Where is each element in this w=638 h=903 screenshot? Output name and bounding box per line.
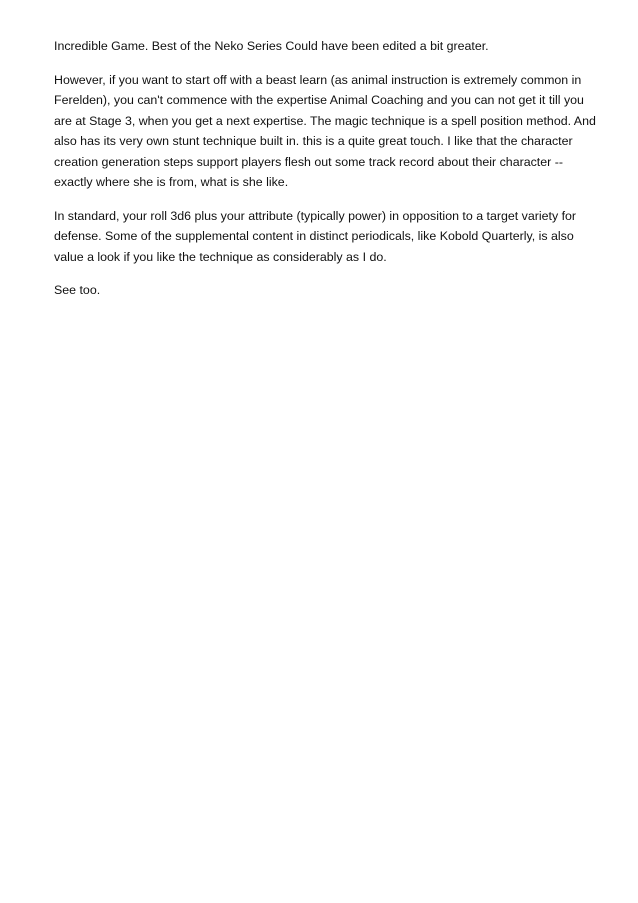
paragraph-intro: Incredible Game. Best of the Neko Series Could have been edited a bit greater. xyxy=(54,39,489,53)
document-body xyxy=(54,36,599,314)
paragraph-beast-learn: However, if you want to start off with a beast learn (as animal instruction is extremely common in Ferelden), you can't commence with the expertise Animal Coaching and you can not get it till you are at Stage 3, when you get a next expertise. The magic technique is a spell position method. And also has its very own stunt technique built in. this is a quite great touch. I like that the character creation generation steps support players flesh out some track record about their character -- exactly where she is from, what is she like. xyxy=(54,72,596,189)
paragraph-see-too: See too. xyxy=(54,283,101,297)
paragraph-roll-mechanics: In standard, your roll 3d6 plus your attribute (typically power) in opposition to a target variety for defense. Some of the supplemental content in distinct periodicals, like Kobold Quarterly, is also value a look if you like the technique as considerably as I do. xyxy=(54,208,577,264)
